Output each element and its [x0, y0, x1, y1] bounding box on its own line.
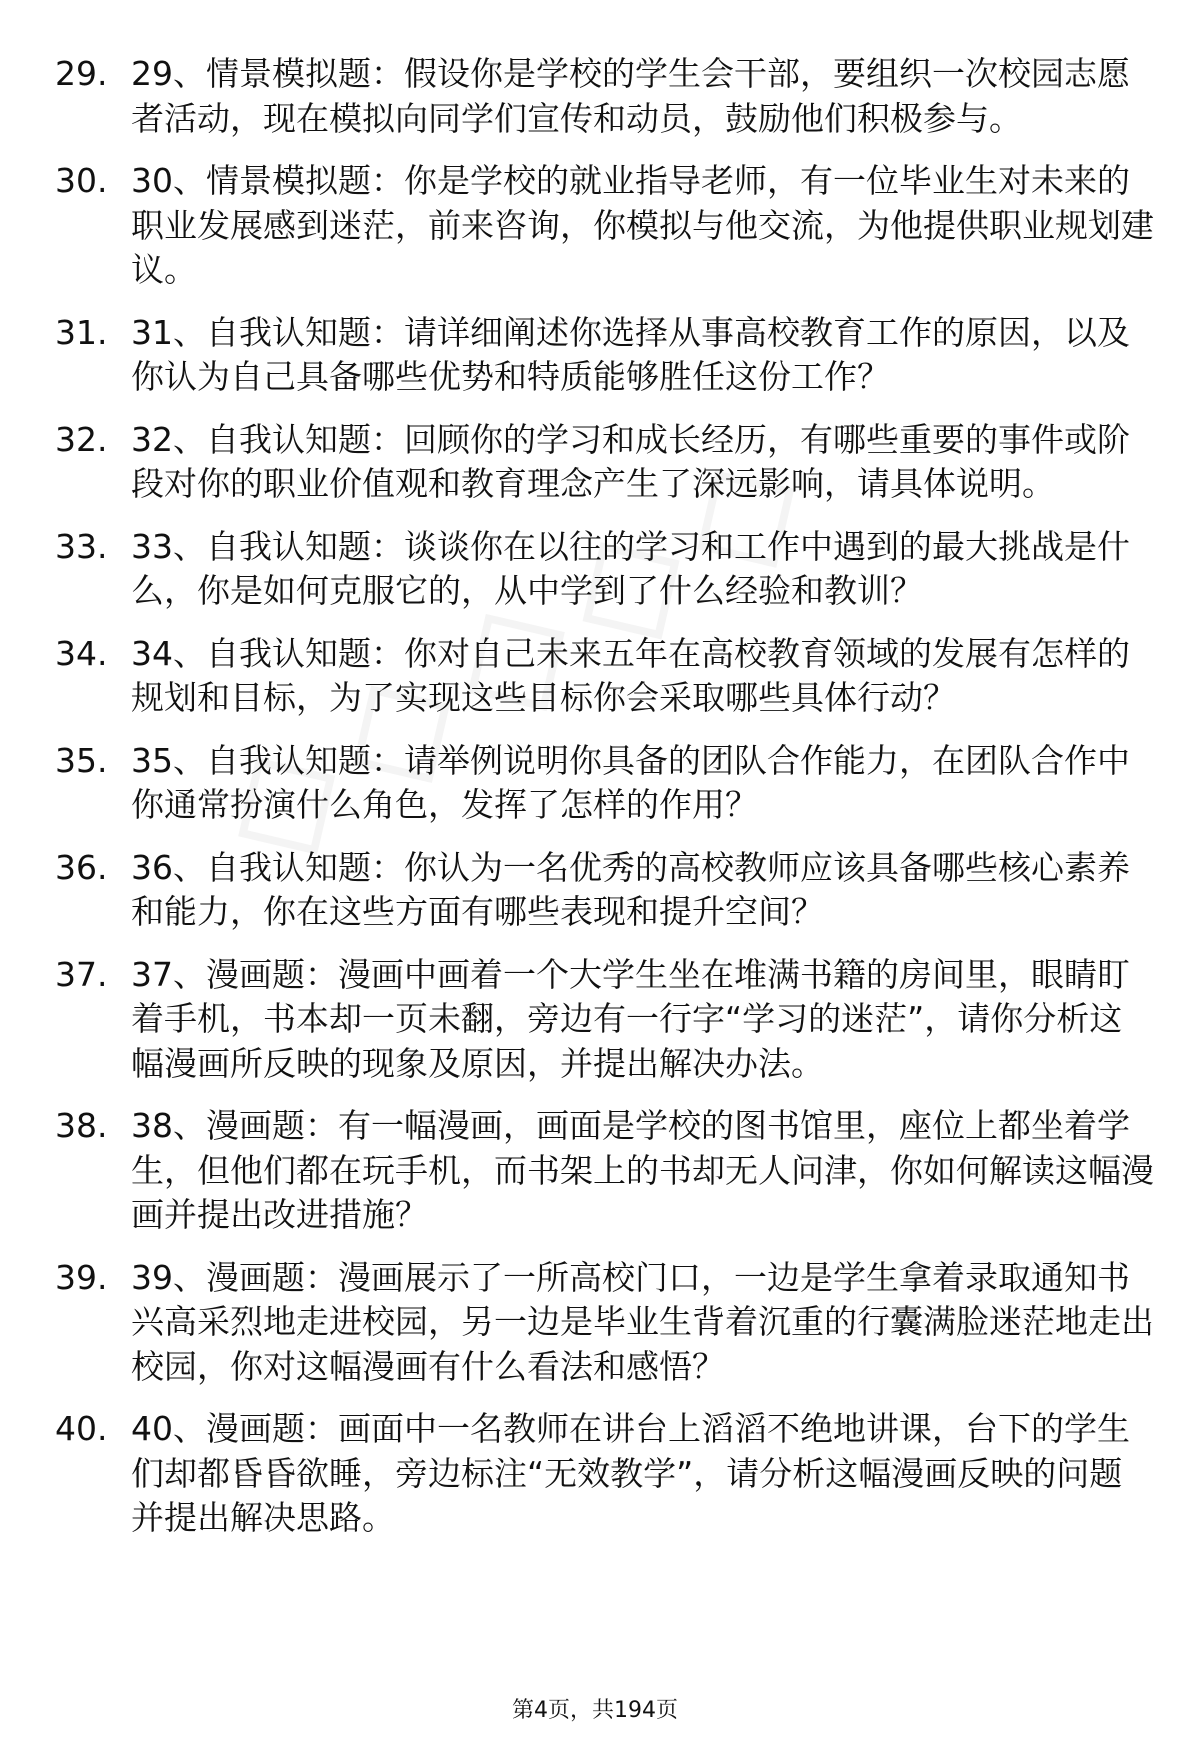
question-text: 37、漫画题：漫画中画着一个大学生坐在堆满书籍的房间里，眼睛盯着手机，书本却一页未翻，旁边有一行字“学习的迷茫”，请你分析这幅漫画所反映的现象及原因，并提出解决办法。 [131, 954, 1130, 1083]
question-text: 33、自我认知题：谈谈你在以往的学习和工作中遇到的最大挑战是什么，你是如何克服它的，从中学到了什么经验和教训？ [131, 526, 1130, 610]
question-text: 40、漫画题：画面中一名教师在讲台上滔滔不绝地讲课，台下的学生们却都昏昏欲睡，旁边标注“无效教学”，请分析这幅漫画反映的问题并提出解决思路。 [131, 1409, 1130, 1537]
question-item [55, 739, 1155, 828]
question-item [55, 953, 1155, 1087]
question-text: 31、自我认知题：请详细阐述你选择从事高校教育工作的原因，以及你认为自己具备哪些优势和特质能够胜任这份工作？ [131, 312, 1130, 396]
question-text: 34、自我认知题：你对自己未来五年在高校教育领域的发展有怎样的规划和目标，为了实现这些目标你会采取哪些具体行动？ [131, 633, 1130, 717]
question-text: 32、自我认知题：回顾你的学习和成长经历，有哪些重要的事件或阶段对你的职业价值观和教育理念产生了深远影响，请具体说明。 [131, 419, 1130, 503]
question-text: 35、自我认知题：请举例说明你具备的团队合作能力，在团队合作中你通常扮演什么角色，发挥了怎样的作用？ [131, 740, 1130, 824]
question-number: 35. [55, 740, 108, 780]
question-item [55, 632, 1155, 721]
question-number: 32. [55, 419, 108, 459]
question-item [55, 525, 1155, 614]
question-number: 37. [55, 954, 108, 994]
question-item [55, 311, 1155, 400]
question-item [55, 418, 1155, 507]
question-item [55, 159, 1155, 293]
question-number: 36. [55, 847, 108, 887]
question-number: 40. [55, 1409, 108, 1448]
question-item [55, 1256, 1155, 1390]
question-number: 39. [55, 1257, 108, 1297]
question-text: 38、漫画题：有一幅漫画，画面是学校的图书馆里，座位上都坐着学生，但他们都在玩手机，而书架上的书却无人问津，你如何解读这幅漫画并提出改进措施？ [131, 1106, 1154, 1234]
question-item [55, 1104, 1155, 1238]
question-list [55, 52, 1155, 1559]
question-item [55, 1407, 1155, 1541]
question-text: 30、情景模拟题：你是学校的就业指导老师，有一位毕业生对未来的职业发展感到迷茫，前来咨询，你模拟与他交流，为他提供职业规划建议。 [131, 161, 1154, 289]
question-number: 30. [55, 161, 108, 200]
question-number: 29. [55, 54, 108, 93]
question-number: 31. [55, 312, 108, 352]
question-number: 38. [55, 1106, 108, 1145]
page-footer [0, 1696, 1190, 1726]
question-number: 34. [55, 633, 108, 673]
question-text: 39、漫画题：漫画展示了一所高校门口，一边是学生拿着录取通知书兴高采烈地走进校园，另一边是毕业生背着沉重的行囊满脸迷茫地走出校园，你对这幅漫画有什么看法和感悟？ [131, 1257, 1154, 1386]
page-number-label: 第4页，共194页 [512, 1698, 678, 1723]
question-text: 36、自我认知题：你认为一名优秀的高校教师应该具备哪些核心素养和能力，你在这些方面有哪些表现和提升空间？ [131, 847, 1130, 931]
question-item [55, 52, 1155, 141]
question-item [55, 846, 1155, 935]
question-text: 29、情景模拟题：假设你是学校的学生会干部，要组织一次校园志愿者活动，现在模拟向同学们宣传和动员，鼓励他们积极参与。 [131, 54, 1130, 138]
question-number: 33. [55, 526, 108, 566]
